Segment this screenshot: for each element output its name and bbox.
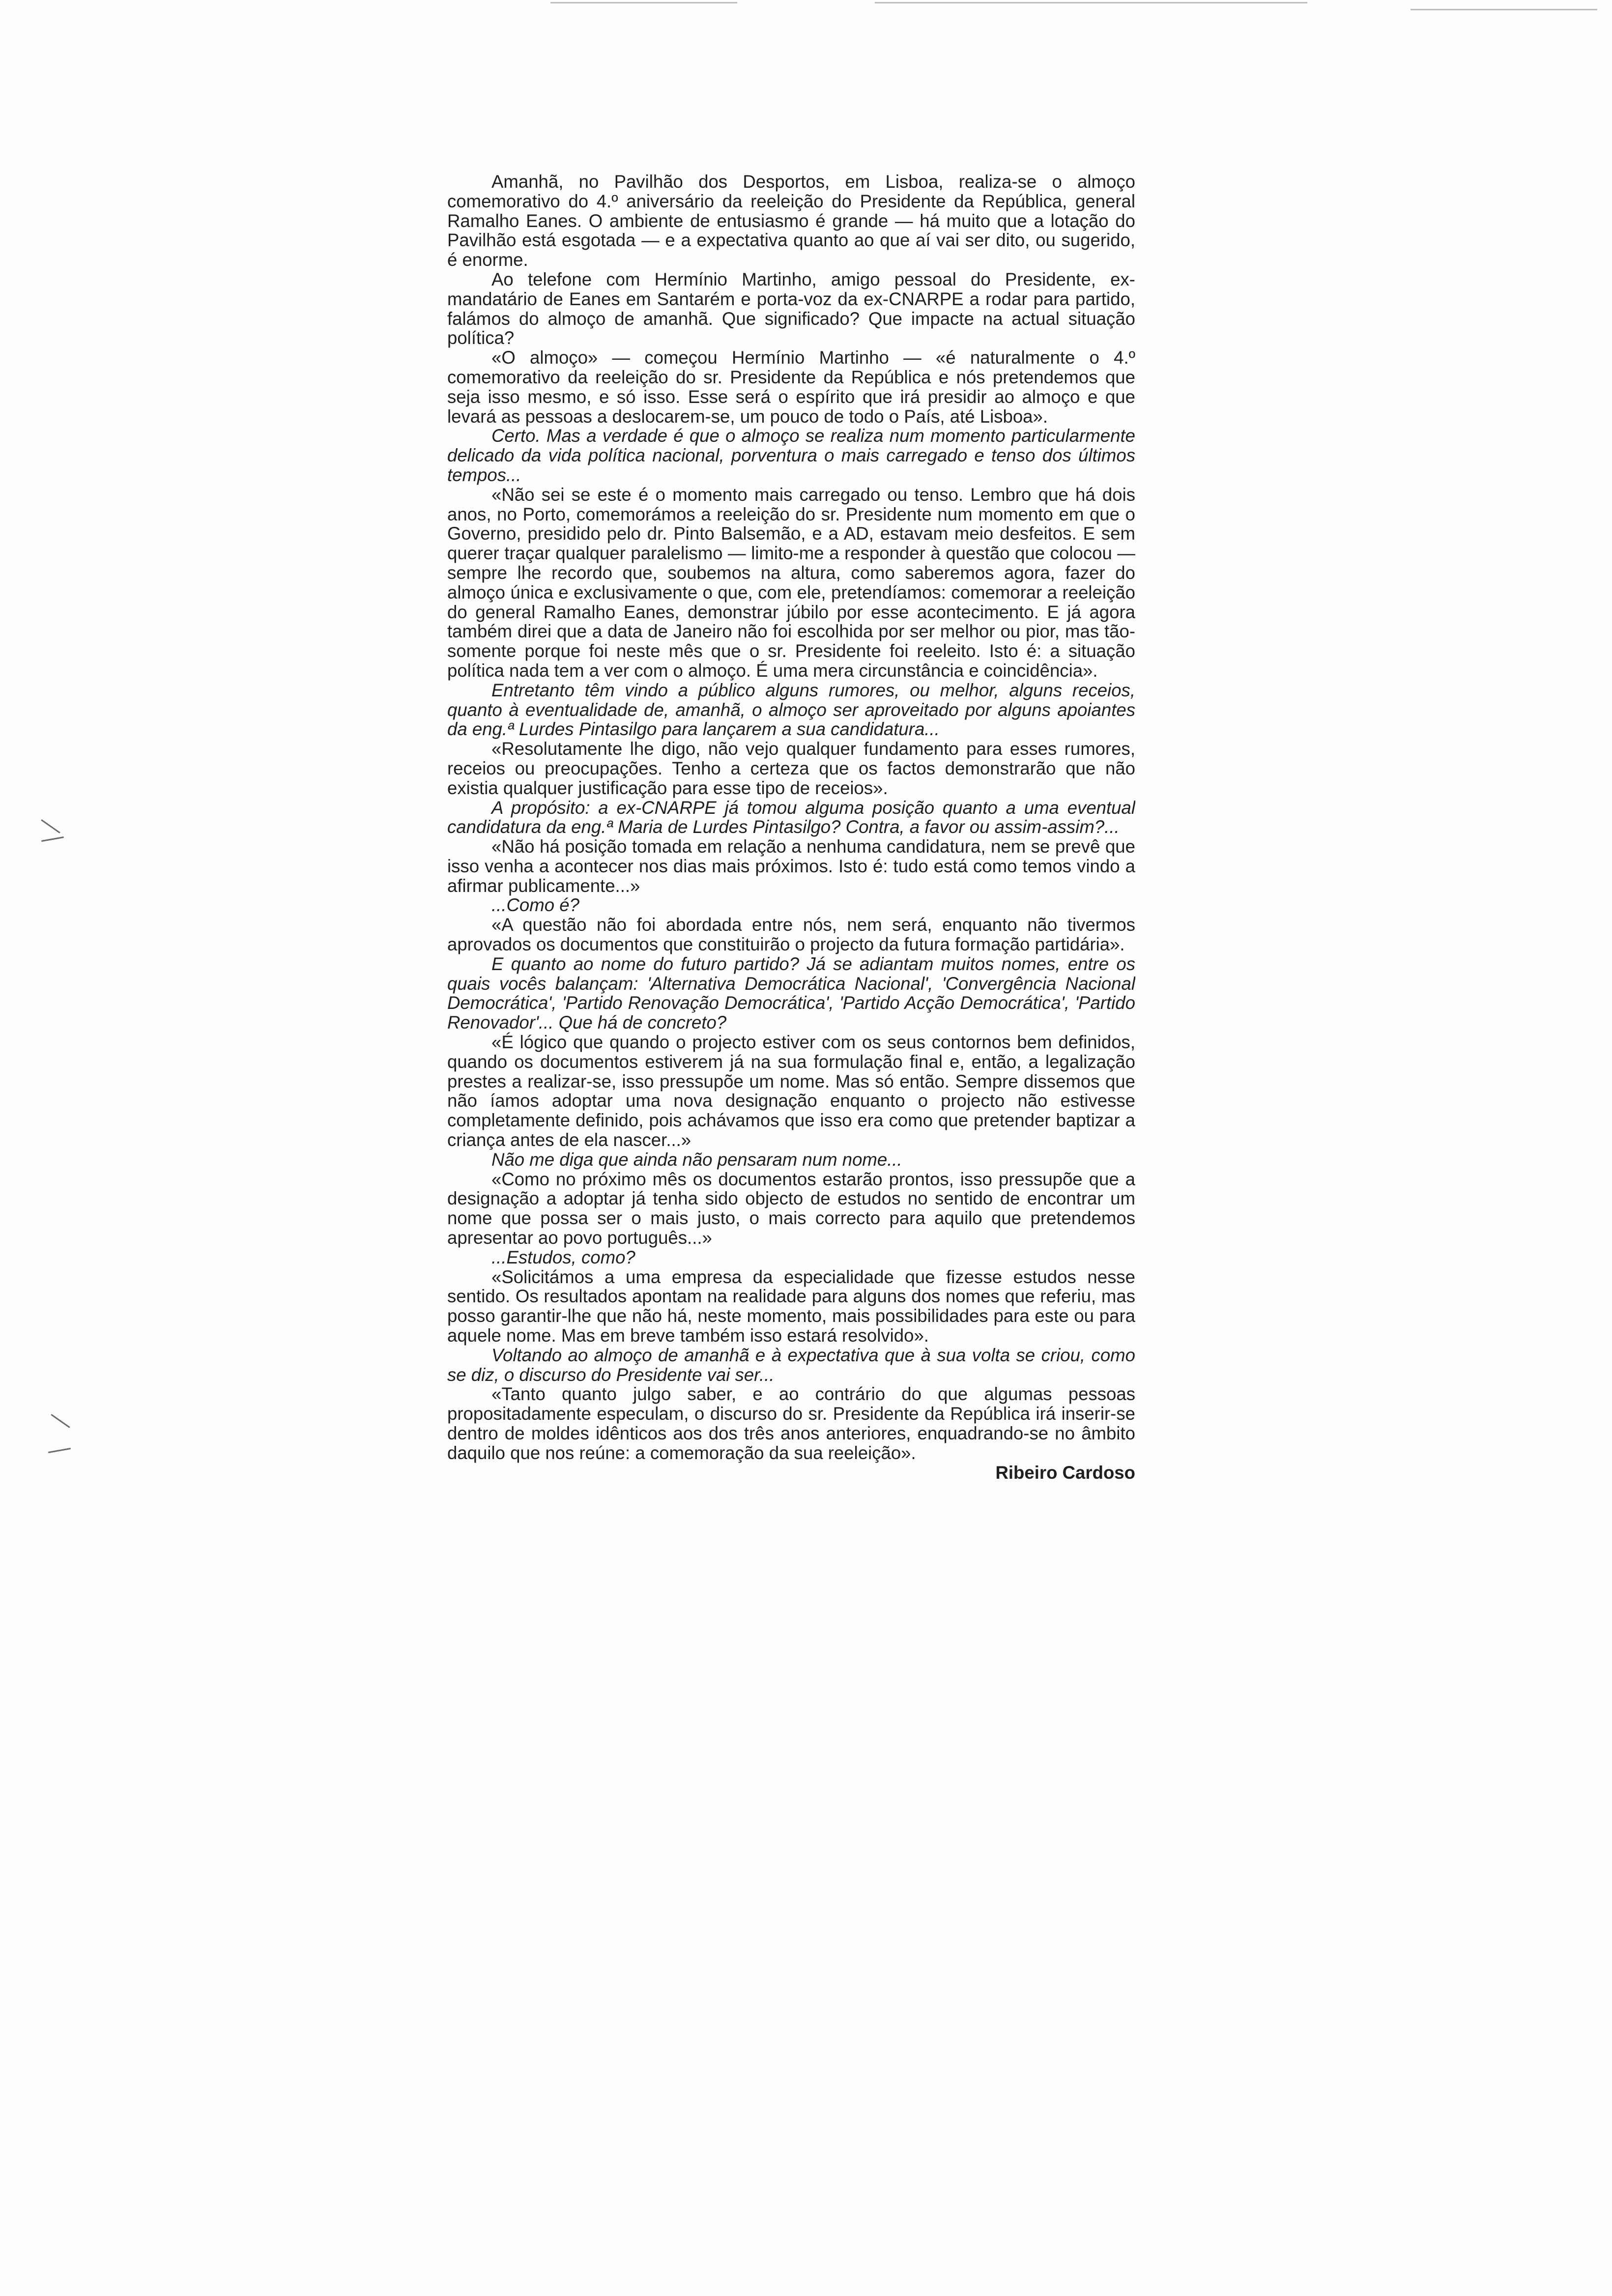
article-paragraph: «O almoço» — começou Hermínio Martinho — «é naturalmente o 4.º comemorativo da reeleição do sr. Presidente da República e nós pretendemos que seja isso mesmo, e só isso. Esse será o espírito que irá presidir ao almoço e que levará as pessoas a deslocarem-se, um pouco de todo o País, até Lisboa». xyxy=(447,347,1135,427)
scan-line-top-1 xyxy=(550,2,737,3)
interviewer-question: E quanto ao nome do futuro partido? Já se adiantam muitos nomes, entre os quais vocês balançam: 'Alternativa Democrática Nacional', 'Convergência Nacional Democrática', 'Partido Renovação Democrática', 'Partido Acção Democrática', 'Partido Renovador'... Que há de concreto? xyxy=(447,953,1135,1033)
margin-mark-4 xyxy=(48,1448,71,1453)
interviewer-question: Voltando ao almoço de amanhã e à expectativa que à sua volta se criou, como se diz, o discurso do Presidente vai ser... xyxy=(447,1345,1135,1385)
article-paragraph: Ao telefone com Hermínio Martinho, amigo pessoal do Presidente, ex-mandatário de Eanes em Santarém e porta-voz da ex-CNARPE a rodar para partido, falámos do almoço de amanhã. Que significado? Que impacte na actual situação política? xyxy=(447,269,1135,348)
interviewer-question: Não me diga que ainda não pensaram num nome... xyxy=(491,1149,902,1170)
interviewer-question: ...Estudos, como? xyxy=(491,1247,635,1267)
author-byline: Ribeiro Cardoso xyxy=(995,1462,1135,1483)
article-paragraph: «Solicitámos a uma empresa da especialidade que fizesse estudos nesse sentido. Os resultados apontam na realidade para alguns dos nomes que referiu, mas posso garantir-lhe que não há, neste momento, mais possibilidades para este ou para aquele nome. Mas em breve também isso estará resolvido». xyxy=(447,1266,1135,1346)
article-paragraph: «Não sei se este é o momento mais carregado ou tenso. Lembro que há dois anos, no Porto, comemorámos a reeleição do sr. Presidente num momento em que o Governo, presidido pelo dr. Pinto Balsemão, e a AD, estavam meio desfeitos. E sem querer traçar qualquer paralelismo — limito-me a responder à questão que colocou — sempre lhe recordo que, soubemos na altura, como saberemos agora, fazer do almoço única e exclusivamente o que, com ele, pretendíamos: comemorar a reeleição do general Ramalho Eanes, demonstrar júbilo por esse acontecimento. E já agora também direi que a data de Janeiro não foi escolhida por ser melhor ou pior, mas tão-somente porque foi neste mês que o sr. Presidente foi reeleito. Isto é: a situação política nada tem a ver com o almoço. É uma mera circunstância e coincidência». xyxy=(447,484,1135,681)
article-paragraph: «A questão não foi abordada entre nós, nem será, enquanto não tivermos aprovados os documentos que constituirão o projecto da futura formação partidária». xyxy=(447,915,1135,955)
article-paragraph: «Resolutamente lhe digo, não vejo qualquer fundamento para esses rumores, receios ou preocupações. Tenho a certeza que os factos demonstrarão que não existia qualquer justificação para esse tipo de receios». xyxy=(447,739,1135,798)
interviewer-question: ...Como é? xyxy=(491,895,579,916)
interviewer-question: Entretanto têm vindo a público alguns rumores, ou melhor, alguns receios, quanto à eventualidade de, amanhã, o almoço ser aproveitado por alguns apoiantes da eng.ª Lurdes Pintasilgo para lançarem a sua candidatura... xyxy=(447,680,1135,740)
margin-mark-1 xyxy=(41,819,60,833)
interviewer-question: Certo. Mas a verdade é que o almoço se realiza num momento particularmente delicado da vida política nacional, porventura o mais carregado e tenso dos últimos tempos... xyxy=(447,426,1135,485)
scan-line-top-2 xyxy=(875,2,1307,3)
interviewer-question: A propósito: a ex-CNARPE já tomou alguma posição quanto a uma eventual candidatura da eng.ª Maria de Lurdes Pintasilgo? Contra, a favor ou assim-assim?... xyxy=(447,797,1135,837)
article-paragraph: Amanhã, no Pavilhão dos Desportos, em Lisboa, realiza-se o almoço comemorativo do 4.º aniversário da reeleição do Presidente da República, general Ramalho Eanes. O ambiente de entusiasmo é grande — há muito que a lotação do Pavilhão está esgotada — e a expectativa quanto ao que aí vai ser dito, ou sugerido, é enorme. xyxy=(447,172,1135,270)
article-paragraph: «É lógico que quando o projecto estiver com os seus contornos bem definidos, quando os documentos estiverem já na sua formulação final e, então, a legalização prestes a realizar-se, isso pressupõe um nome. Mas só então. Sempre dissemos que não íamos adoptar uma nova designação enquanto o projecto não estivesse completamente definido, pois achávamos que isso era como que pretender baptizar a criança antes de ela nascer...» xyxy=(447,1032,1135,1150)
newspaper-article xyxy=(447,172,1135,2030)
scan-line-top-3 xyxy=(1410,9,1597,10)
article-paragraph: «Não há posição tomada em relação a nenhuma candidatura, nem se prevê que isso venha a acontecer nos dias mais próximos. Isto é: tudo está como temos vindo a afirmar publicamente...» xyxy=(447,836,1135,896)
article-paragraph: «Como no próximo mês os documentos estarão prontos, isso pressupõe que a designação a adoptar já tenha sido objecto de estudos no sentido de encontrar um nome que possa ser o mais justo, o mais correcto para aquilo que pretendemos apresentar ao povo português...» xyxy=(447,1169,1135,1248)
margin-mark-2 xyxy=(41,836,64,842)
margin-mark-3 xyxy=(51,1414,70,1428)
article-paragraph: «Tanto quanto julgo saber, e ao contrário do que algumas pessoas propositadamente especulam, o discurso do sr. Presidente da República irá inserir-se dentro de moldes idênticos aos dos três anos anteriores, enquadrando-se no âmbito daquilo que nos reúne: a comemoração da sua reeleição». xyxy=(447,1384,1135,1463)
